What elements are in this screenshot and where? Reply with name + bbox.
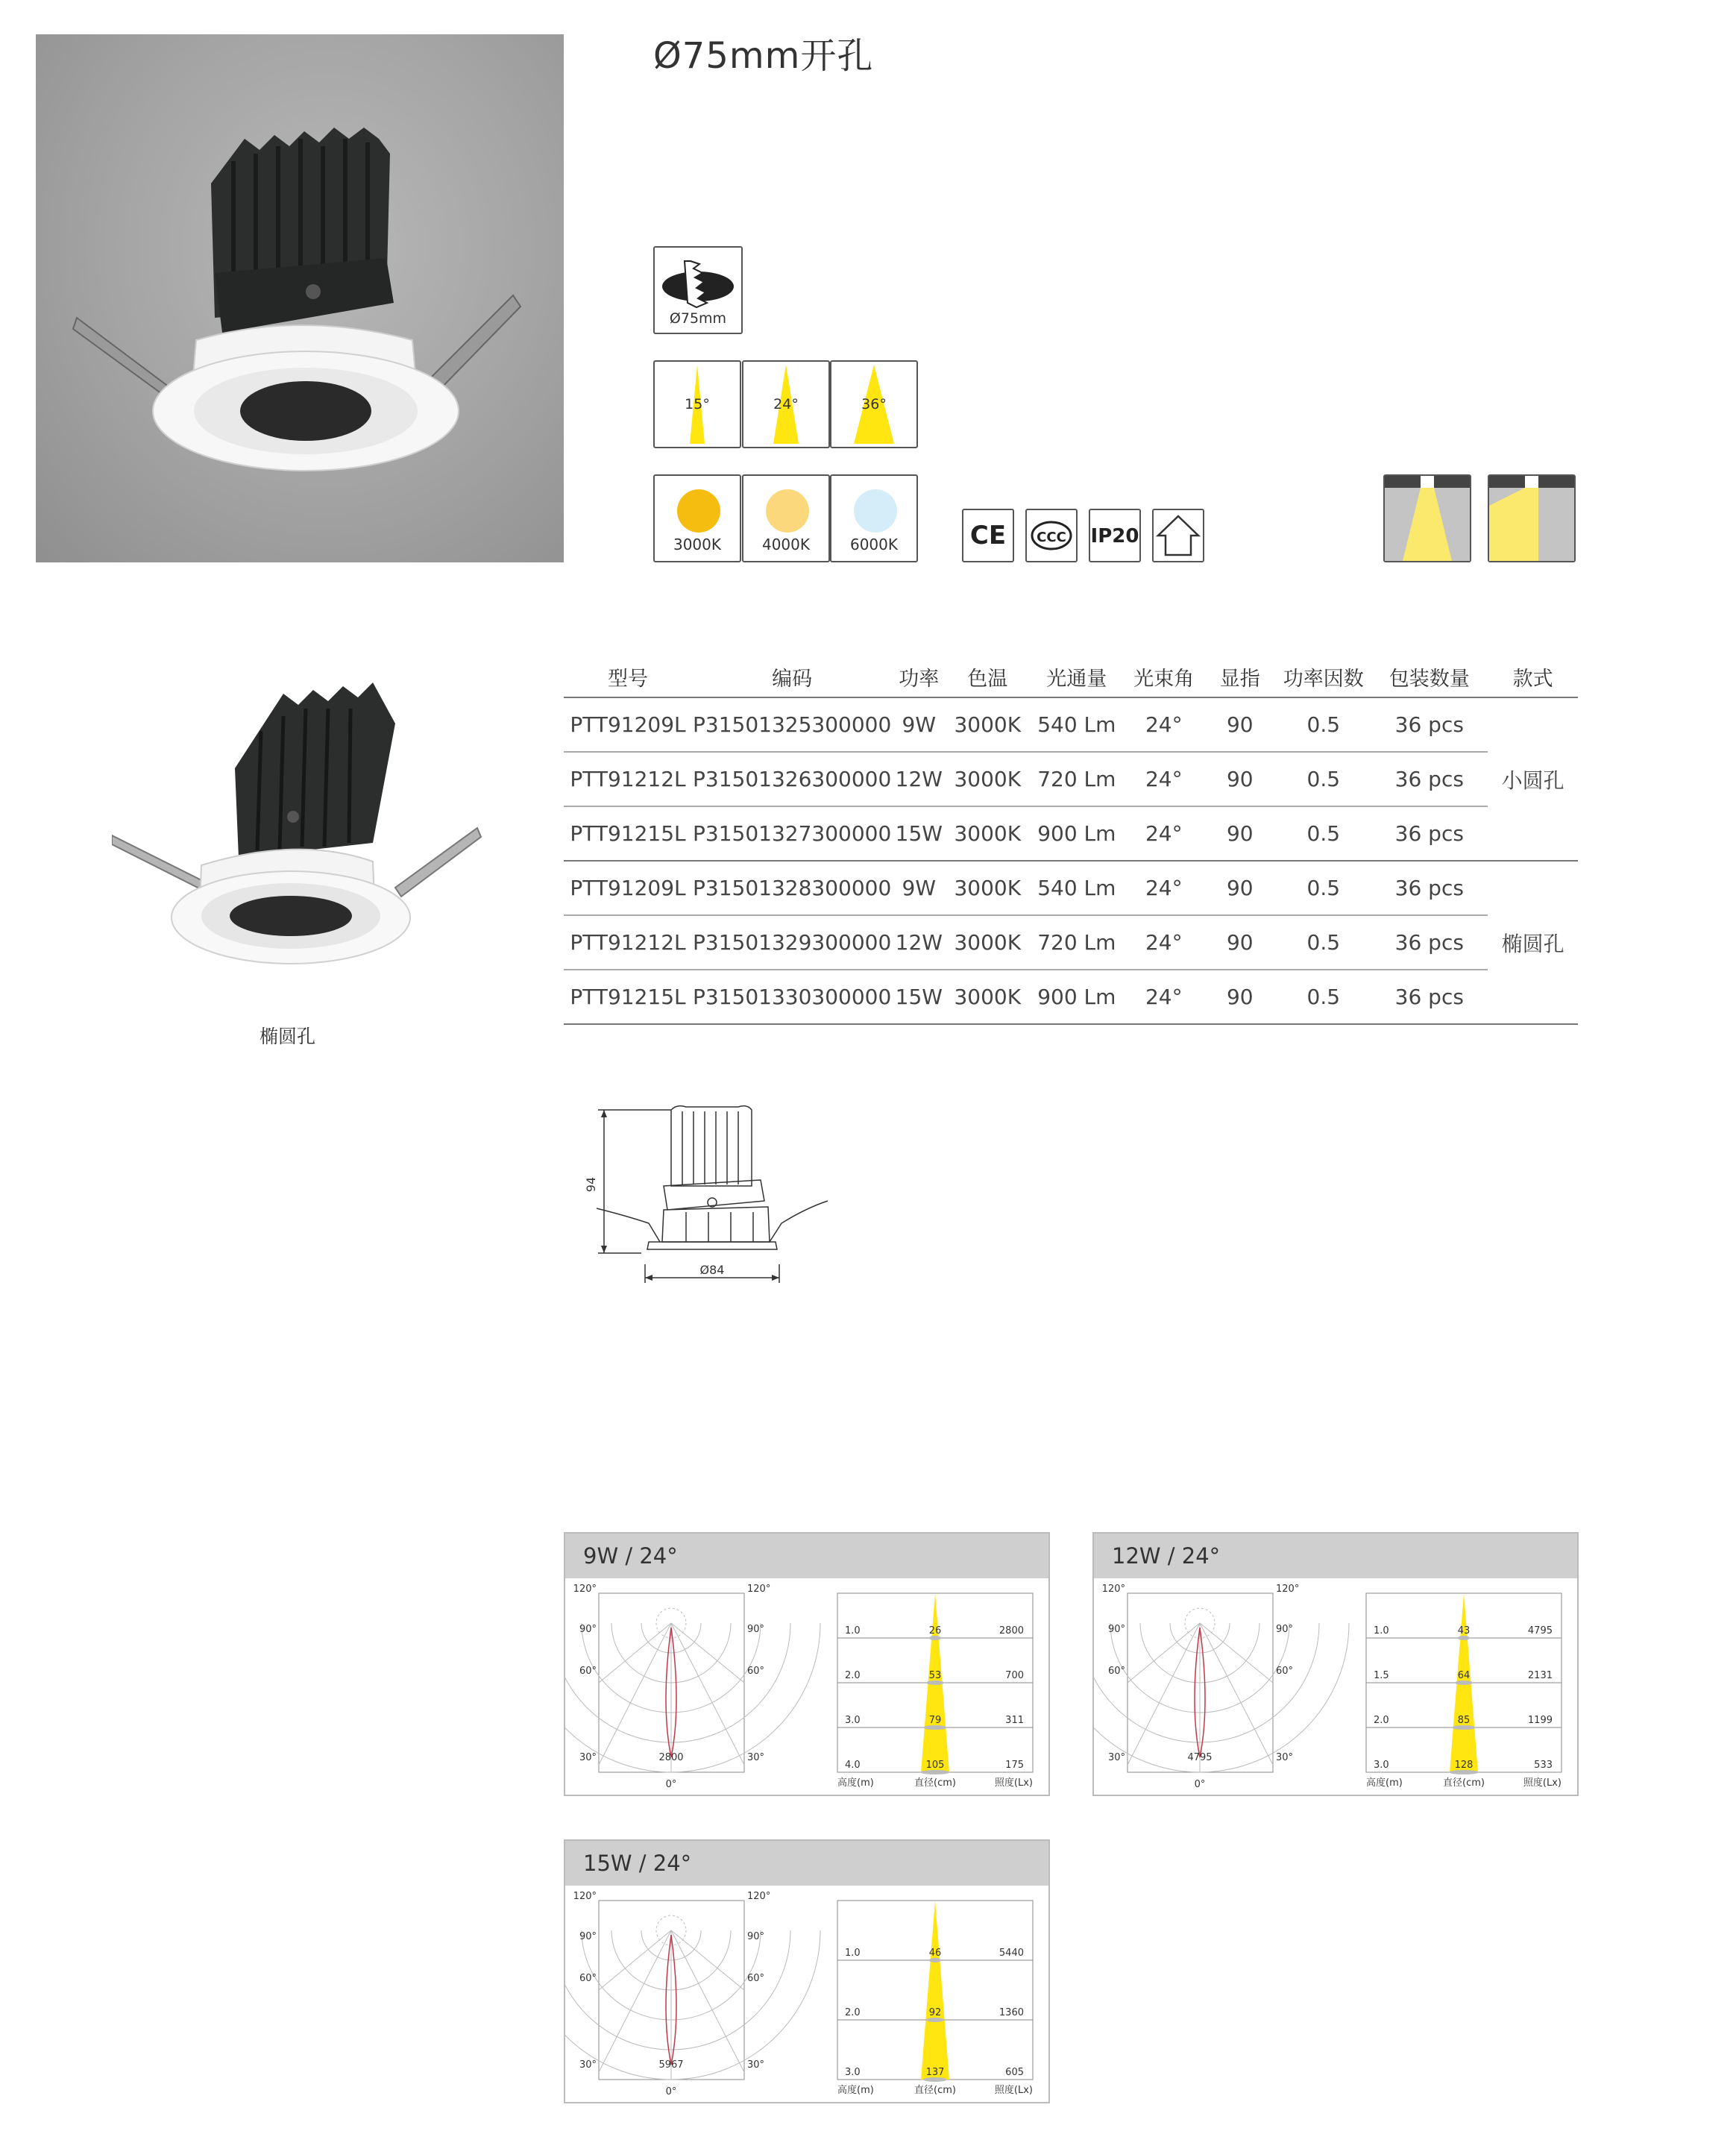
polar-angle-label: 90° bbox=[1276, 1624, 1294, 1635]
table-row bbox=[564, 970, 1578, 1024]
lux-value: 533 bbox=[1534, 1760, 1553, 1771]
cct-label: 3000K bbox=[673, 536, 721, 553]
cell-pack: 36 pcs bbox=[1371, 861, 1488, 915]
polar-spoke bbox=[599, 1930, 671, 2072]
panel-title: 9W / 24° bbox=[565, 1534, 1048, 1578]
cell-lumen: 900 Lm bbox=[1029, 970, 1124, 1024]
polar-spoke bbox=[671, 1623, 744, 1683]
lux-column-label: 照度(Lx) bbox=[1523, 1777, 1562, 1789]
table-row bbox=[564, 915, 1578, 970]
photometric-panel bbox=[564, 1532, 1050, 1796]
polar-spoke bbox=[1200, 1623, 1273, 1765]
polar-angle-label: 120° bbox=[573, 1584, 597, 1595]
beam-cone bbox=[921, 1901, 949, 2080]
ip20-icon bbox=[1089, 509, 1141, 562]
header-lumen: 光通量 bbox=[1029, 656, 1124, 697]
cell-cri: 90 bbox=[1204, 970, 1276, 1024]
polar-angle-label: 30° bbox=[1107, 1752, 1125, 1763]
polar-diagram bbox=[1094, 1584, 1349, 1790]
panel-title: 15W / 24° bbox=[565, 1841, 1048, 1886]
polar-spoke bbox=[671, 1623, 744, 1765]
lux-column-label: 照度(Lx) bbox=[994, 1777, 1033, 1789]
polar-angle-label: 30° bbox=[579, 2059, 597, 2071]
polar-angle-label: 90° bbox=[579, 1931, 597, 1942]
cell-code: P31501330300000 bbox=[692, 970, 892, 1024]
cell-power: 9W bbox=[892, 861, 946, 915]
height-column-label: 高度(m) bbox=[1366, 1777, 1403, 1789]
ccc-mark-text: CCC bbox=[1037, 530, 1066, 545]
table-row bbox=[564, 697, 1578, 752]
header-cri: 显指 bbox=[1204, 656, 1276, 697]
beam-36-icon bbox=[830, 360, 918, 448]
beam-24-icon bbox=[742, 360, 830, 448]
polar-angle-label: 30° bbox=[579, 1752, 597, 1763]
diameter-value: 26 bbox=[928, 1625, 942, 1636]
color-dot bbox=[677, 489, 720, 533]
polar-spoke bbox=[1200, 1623, 1273, 1683]
dimension-drawing bbox=[582, 1096, 850, 1290]
cell-cri: 90 bbox=[1204, 915, 1276, 970]
beam-15-icon bbox=[653, 360, 741, 448]
height-value: 3.0 bbox=[845, 2067, 861, 2078]
cell-lumen: 720 Lm bbox=[1029, 915, 1124, 970]
polar-spoke bbox=[1128, 1623, 1200, 1765]
cell-model: PTT91215L bbox=[564, 806, 692, 861]
polar-diagram bbox=[565, 1584, 820, 1790]
height-value: 1.5 bbox=[1374, 1670, 1389, 1681]
cell-cri: 90 bbox=[1204, 861, 1276, 915]
diameter-value: 137 bbox=[925, 2067, 945, 2078]
diameter-column-label: 直径(cm) bbox=[914, 2085, 956, 2096]
diameter-value: 43 bbox=[1457, 1625, 1471, 1636]
polar-spoke bbox=[671, 1930, 744, 1990]
height-value: 1.0 bbox=[845, 1625, 861, 1636]
downlight-scene-icon bbox=[1383, 474, 1471, 562]
polar-angle-label: 120° bbox=[747, 1891, 771, 1902]
cell-cct: 3000K bbox=[946, 697, 1029, 752]
cell-beam: 24° bbox=[1124, 970, 1204, 1024]
polar-angle-label: 90° bbox=[747, 1931, 765, 1942]
polar-angle-label: 60° bbox=[1276, 1666, 1294, 1677]
cct-label: 4000K bbox=[761, 536, 810, 553]
ce-mark-icon bbox=[962, 509, 1014, 562]
cell-power: 12W bbox=[892, 752, 946, 806]
header-cct: 色温 bbox=[946, 656, 1029, 697]
cell-power: 15W bbox=[892, 970, 946, 1024]
cell-pf: 0.5 bbox=[1276, 970, 1371, 1024]
diameter-value: 79 bbox=[928, 1715, 942, 1726]
cell-power: 9W bbox=[892, 697, 946, 752]
color-dot bbox=[766, 489, 809, 533]
cell-cri: 90 bbox=[1204, 697, 1276, 752]
cell-cct: 3000K bbox=[946, 861, 1029, 915]
header-style: 款式 bbox=[1488, 656, 1578, 697]
photometric-chart bbox=[565, 1578, 1048, 1795]
polar-diagram bbox=[565, 1891, 820, 2097]
cell-pack: 36 pcs bbox=[1371, 806, 1488, 861]
cct-4000k-icon bbox=[742, 474, 830, 562]
header-pf: 功率因数 bbox=[1276, 656, 1371, 697]
cell-pack: 36 pcs bbox=[1371, 752, 1488, 806]
cell-model: PTT91209L bbox=[564, 861, 692, 915]
cell-model: PTT91215L bbox=[564, 970, 692, 1024]
polar-angle-label: 30° bbox=[747, 1752, 765, 1763]
cell-style: 椭圆孔 bbox=[1488, 861, 1578, 1024]
diameter-value: 85 bbox=[1457, 1715, 1471, 1726]
polar-angle-label: 90° bbox=[1107, 1624, 1125, 1635]
cell-beam: 24° bbox=[1124, 697, 1204, 752]
panel-title: 12W / 24° bbox=[1094, 1534, 1577, 1578]
diameter-value: 46 bbox=[928, 1948, 942, 1959]
header-code: 编码 bbox=[692, 656, 892, 697]
polar-angle-label: 120° bbox=[747, 1584, 771, 1595]
height-value: 3.0 bbox=[1374, 1760, 1389, 1771]
polar-angle-label: 60° bbox=[747, 1973, 765, 1984]
color-dot bbox=[854, 489, 897, 533]
cell-pf: 0.5 bbox=[1276, 915, 1371, 970]
height-value: 1.0 bbox=[1374, 1625, 1389, 1636]
height-value: 1.0 bbox=[845, 1948, 861, 1959]
polar-angle-label: 0° bbox=[665, 2086, 677, 2097]
polar-angle-label: 60° bbox=[1107, 1666, 1125, 1677]
polar-angle-label: 0° bbox=[1194, 1779, 1206, 1790]
lux-value: 1199 bbox=[1527, 1715, 1553, 1726]
cell-lumen: 900 Lm bbox=[1029, 806, 1124, 861]
height-column-label: 高度(m) bbox=[837, 1777, 874, 1789]
cell-cri: 90 bbox=[1204, 806, 1276, 861]
ip-rating-text: IP20 bbox=[1090, 525, 1139, 547]
cell-model: PTT91209L bbox=[564, 697, 692, 752]
table-row bbox=[564, 752, 1578, 806]
polar-ring bbox=[565, 1930, 820, 2080]
polar-angle-label: 60° bbox=[579, 1666, 597, 1677]
lux-value: 311 bbox=[1005, 1715, 1024, 1726]
polar-angle-label: 30° bbox=[1276, 1752, 1294, 1763]
photometric-panel bbox=[1092, 1532, 1579, 1796]
beam-table bbox=[837, 1593, 1033, 1789]
beam-table bbox=[837, 1901, 1033, 2096]
polar-spoke bbox=[599, 1623, 671, 1683]
cell-cct: 3000K bbox=[946, 752, 1029, 806]
polar-angle-label: 60° bbox=[747, 1666, 765, 1677]
height-value: 2.0 bbox=[1374, 1715, 1389, 1726]
cell-pack: 36 pcs bbox=[1371, 915, 1488, 970]
cell-style: 小圆孔 bbox=[1488, 697, 1578, 861]
diameter-dimension: Ø84 bbox=[699, 1263, 725, 1277]
cutout-size-label: Ø75mm bbox=[669, 310, 727, 327]
beam-angle-label: 15° bbox=[685, 396, 710, 412]
table-row bbox=[564, 806, 1578, 861]
page-title: Ø75mm开孔 bbox=[653, 35, 874, 77]
polar-angle-label: 120° bbox=[1101, 1584, 1125, 1595]
diameter-value: 128 bbox=[1454, 1760, 1474, 1771]
cell-pf: 0.5 bbox=[1276, 861, 1371, 915]
polar-angle-label: 30° bbox=[747, 2059, 765, 2071]
polar-ring bbox=[1094, 1623, 1349, 1772]
cutout-size-icon bbox=[653, 246, 743, 334]
cell-lumen: 540 Lm bbox=[1029, 697, 1124, 752]
peak-intensity: 4795 bbox=[1187, 1752, 1213, 1763]
cell-model: PTT91212L bbox=[564, 915, 692, 970]
cell-pf: 0.5 bbox=[1276, 752, 1371, 806]
lux-value: 2800 bbox=[998, 1625, 1024, 1636]
cell-cct: 3000K bbox=[946, 970, 1029, 1024]
polar-spoke bbox=[1128, 1623, 1200, 1683]
beam-table bbox=[1366, 1593, 1562, 1789]
diameter-value: 64 bbox=[1457, 1670, 1471, 1681]
lux-value: 700 bbox=[1005, 1670, 1024, 1681]
cell-pack: 36 pcs bbox=[1371, 697, 1488, 752]
cell-code: P31501329300000 bbox=[692, 915, 892, 970]
height-column-label: 高度(m) bbox=[837, 2085, 874, 2096]
ccc-mark-icon bbox=[1025, 509, 1078, 562]
cell-code: P31501326300000 bbox=[692, 752, 892, 806]
photometric-chart bbox=[1094, 1578, 1577, 1795]
cell-beam: 24° bbox=[1124, 861, 1204, 915]
polar-angle-label: 120° bbox=[1276, 1584, 1300, 1595]
cell-pack: 36 pcs bbox=[1371, 970, 1488, 1024]
cell-pf: 0.5 bbox=[1276, 697, 1371, 752]
height-value: 4.0 bbox=[845, 1760, 861, 1771]
diameter-value: 53 bbox=[928, 1670, 942, 1681]
cell-power: 12W bbox=[892, 915, 946, 970]
diameter-column-label: 直径(cm) bbox=[914, 1777, 956, 1789]
wallwash-scene-icon bbox=[1488, 474, 1576, 562]
header-pack: 包装数量 bbox=[1371, 656, 1488, 697]
photometric-chart bbox=[565, 1886, 1048, 2102]
height-value: 2.0 bbox=[845, 1670, 861, 1681]
cell-power: 15W bbox=[892, 806, 946, 861]
polar-spoke bbox=[671, 1930, 744, 2072]
cell-code: P31501325300000 bbox=[692, 697, 892, 752]
product-photo bbox=[36, 34, 564, 562]
polar-spoke bbox=[599, 1623, 671, 1765]
cell-code: P31501328300000 bbox=[692, 861, 892, 915]
cell-beam: 24° bbox=[1124, 752, 1204, 806]
cell-cri: 90 bbox=[1204, 752, 1276, 806]
cct-label: 6000K bbox=[849, 536, 898, 553]
oval-caption: 椭圆孔 bbox=[260, 1026, 316, 1047]
cct-3000k-icon bbox=[653, 474, 741, 562]
cell-model: PTT91212L bbox=[564, 752, 692, 806]
header-model: 型号 bbox=[564, 656, 692, 697]
diameter-value: 105 bbox=[925, 1760, 945, 1771]
polar-angle-label: 90° bbox=[747, 1624, 765, 1635]
cell-lumen: 540 Lm bbox=[1029, 861, 1124, 915]
polar-spoke bbox=[599, 1930, 671, 1990]
height-value: 3.0 bbox=[845, 1715, 861, 1726]
peak-intensity: 2800 bbox=[658, 1752, 684, 1763]
polar-angle-label: 120° bbox=[573, 1891, 597, 1902]
cell-pf: 0.5 bbox=[1276, 806, 1371, 861]
cell-beam: 24° bbox=[1124, 915, 1204, 970]
polar-ring bbox=[565, 1623, 820, 1772]
product-oval-photo bbox=[112, 641, 485, 985]
header-beam: 光束角 bbox=[1124, 656, 1204, 697]
lux-value: 1360 bbox=[998, 2007, 1024, 2018]
height-value: 2.0 bbox=[845, 2007, 861, 2018]
polar-angle-label: 0° bbox=[665, 1779, 677, 1790]
peak-intensity: 5967 bbox=[658, 2059, 684, 2071]
lux-value: 4795 bbox=[1527, 1625, 1553, 1636]
lux-column-label: 照度(Lx) bbox=[994, 2085, 1033, 2096]
beam-angle-label: 36° bbox=[861, 396, 887, 412]
cell-cct: 3000K bbox=[946, 806, 1029, 861]
height-dimension: 94 bbox=[584, 1176, 598, 1193]
polar-angle-label: 60° bbox=[579, 1973, 597, 1984]
cell-code: P31501327300000 bbox=[692, 806, 892, 861]
beam-angle-label: 24° bbox=[773, 396, 799, 412]
diameter-column-label: 直径(cm) bbox=[1443, 1777, 1485, 1789]
spec-table-header bbox=[564, 656, 1578, 697]
table-row bbox=[564, 861, 1578, 915]
lux-value: 605 bbox=[1005, 2067, 1024, 2078]
cell-beam: 24° bbox=[1124, 806, 1204, 861]
ce-mark-text: CE bbox=[969, 521, 1007, 550]
cell-cct: 3000K bbox=[946, 915, 1029, 970]
polar-angle-label: 90° bbox=[579, 1624, 597, 1635]
lux-value: 175 bbox=[1005, 1760, 1024, 1771]
indoor-house-icon bbox=[1152, 509, 1204, 562]
photometric-panel bbox=[564, 1839, 1050, 2103]
cell-lumen: 720 Lm bbox=[1029, 752, 1124, 806]
spec-table bbox=[564, 656, 1578, 1025]
header-power: 功率 bbox=[892, 656, 946, 697]
lux-value: 2131 bbox=[1527, 1670, 1553, 1681]
diameter-value: 92 bbox=[928, 2007, 942, 2018]
cct-6000k-icon bbox=[830, 474, 918, 562]
lux-value: 5440 bbox=[998, 1948, 1024, 1959]
